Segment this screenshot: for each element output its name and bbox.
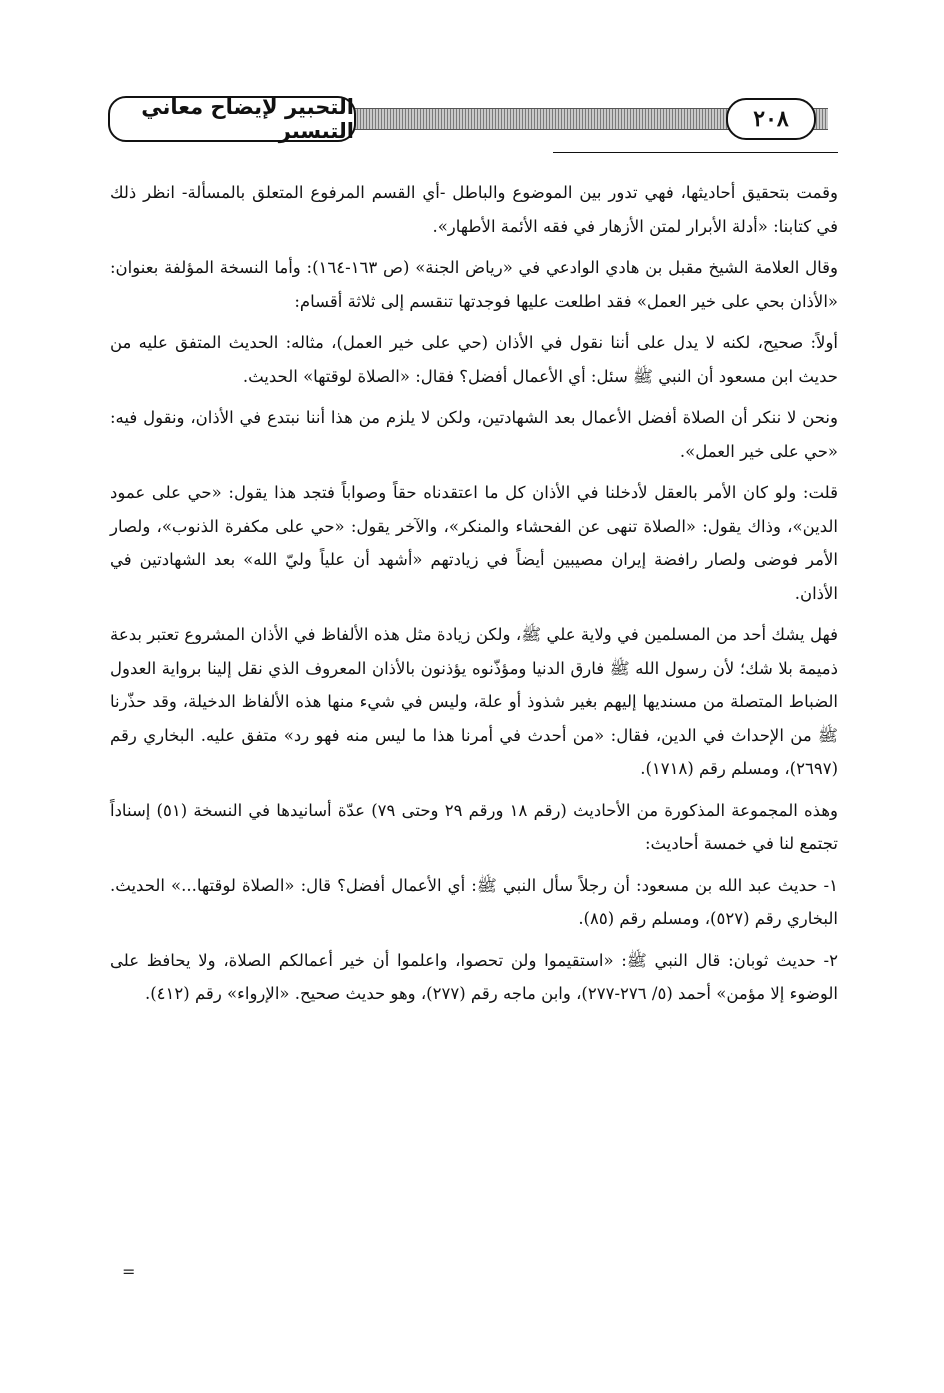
paragraph: ٢- حديث ثوبان: قال النبي ﷺ: «استقيموا ولن تحصوا، واعلموا أن خير أعمالكم الصلاة، ولا يحافظ على الوضوء إلا مؤمن» أحمد (٥/ ٢٧٦-٢٧٧)، وابن ماجه رقم (٢٧٧)، وهو حديث صحيح. «الإرواء» رقم (٤١٢). <box>110 950 838 1003</box>
paragraph: أولاً: صحيح، لكنه لا يدل على أننا نقول في الأذان (حي على خير العمل)، مثاله: الحديث المتفق عليه من حديث ابن مسعود أن النبي ﷺ سئل: أي الأعمال أفضل؟ فقال: «الصلاة لوقتها» الحديث. <box>110 333 838 386</box>
book-title: التحبير لإيضاح معاني التيسير <box>108 96 356 142</box>
continuation-mark: = <box>122 1262 136 1281</box>
header-divider <box>553 152 838 153</box>
paragraph: وقمت بتحقيق أحاديثها، فهي تدور بين الموضوع والباطل -أي القسم المرفوع المتعلق بالمسألة- انظر ذلك في كتابنا: «أدلة الأبرار لمتن الأزهار في فقه الأئمة الأطهار». <box>110 183 838 236</box>
paragraph: فهل يشك أحد من المسلمين في ولاية علي ﷺ، ولكن زيادة مثل هذه الألفاظ في الأذان المشروع تعتبر بدعة ذميمة بلا شك؛ لأن رسول الله ﷺ فارق الدنيا ومؤذّنوه يؤذنون بالأذان المعروف الذي نقل إلينا برواية العدول الضباط المتصلة من مسنديها إليهم بغير شذوذ أو علة، وليس في شيء منها هذه الألفاظ الدخيلة، وقد حذّرنا ﷺ من الإحداث في الدين، فقال: «من أحدث في أمرنا هذا ما ليس منه فهو رد» متفق عليه. البخاري رقم (٢٦٩٧)، ومسلم رقم (١٧١٨). <box>110 625 838 778</box>
paragraph: وهذه المجموعة المذكورة من الأحاديث (رقم ١٨ ورقم ٢٩ وحتى ٧٩) عدّة أسانيدها في النسخة (٥١) إسناداً تجتمع لنا في خمسة أحاديث: <box>110 800 839 853</box>
page-header <box>108 95 836 143</box>
paragraph: ١- حديث عبد الله بن مسعود: أن رجلاً سأل النبي ﷺ: أي الأعمال أفضل؟ قال: «الصلاة لوقتها...» الحديث. البخاري رقم (٥٢٧)، ومسلم رقم (٨٥). <box>110 875 838 928</box>
body-text <box>110 176 838 1019</box>
page-number: ٢٠٨ <box>726 98 816 140</box>
paragraph: قلت: ولو كان الأمر بالعقل لأدخلنا في الأذان كل ما اعتقدناه حقاً وصواباً فتجد هذا يقول: «حي على عمود الدين»، وذاك يقول: «الصلاة تنهى عن الفحشاء والمنكر»، والآخر يقول: «حي على مكفرة الذنوب»، ولصار الأمر فوضى ولصار رافضة إيران مصيبين أيضاً في زيادتهم «أشهد أن علياً وليّ الله» بعد الشهادتين في الأذان. <box>110 483 838 603</box>
paragraph: وقال العلامة الشيخ مقبل بن هادي الوادعي في «رياض الجنة» (ص ١٦٣-١٦٤): وأما النسخة المؤلفة بعنوان: «الأذان بحي على خير العمل» فقد اطلعت عليها فوجدتها تنقسم إلى ثلاثة أقسام: <box>110 258 838 311</box>
paragraph: ونحن لا ننكر أن الصلاة أفضل الأعمال بعد الشهادتين، ولكن لا يلزم من هذا أننا نبتدع في الأذان، ونقول فيه: «حي على خير العمل». <box>110 408 838 461</box>
